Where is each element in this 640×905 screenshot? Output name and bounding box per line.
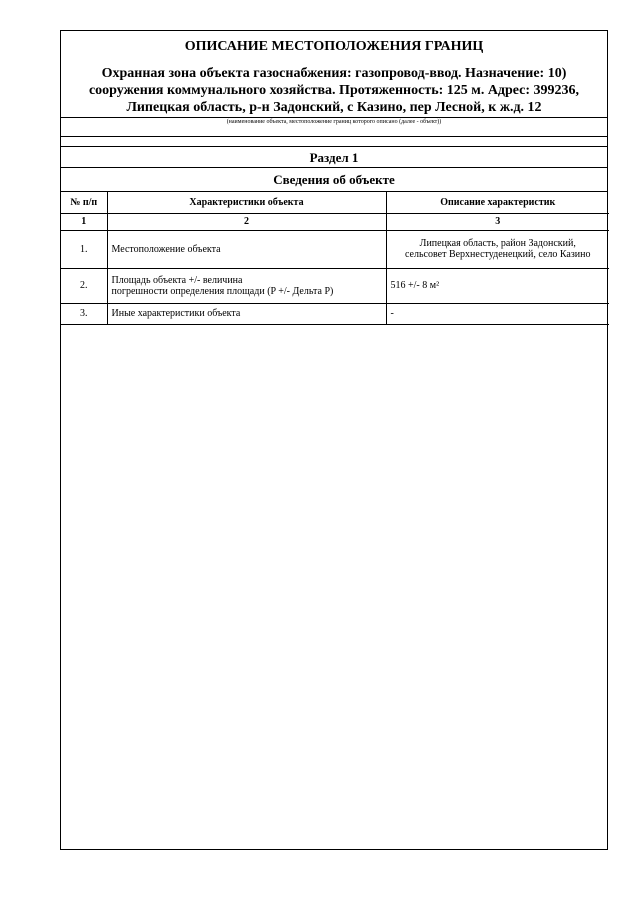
row-characteristic: Площадь объекта +/- величина погрешности определения площади (P +/- Дельта P) <box>107 268 386 303</box>
row-description: 516 +/- 8 м² <box>386 268 609 303</box>
row-number: 1. <box>61 230 107 268</box>
object-info-table <box>61 192 609 325</box>
row-description: - <box>386 303 609 324</box>
document-frame <box>60 30 608 850</box>
spacer-row <box>61 137 607 147</box>
table-row <box>61 268 609 303</box>
row-characteristic: Иные характеристики объекта <box>107 303 386 324</box>
object-name: Охранная зона объекта газоснабжения: газопровод-ввод. Назначение: 10) сооружения коммунального хозяйства. Протяженность: 125 м. Адрес: 399236, Липецкая область, р-н Задонский, с Казино, пер Лесной, к ж.д. 12 <box>88 66 580 115</box>
row-number: 2. <box>61 268 107 303</box>
section-title: Раздел 1 <box>61 147 607 168</box>
title-block <box>61 31 607 118</box>
header-characteristic: Характеристики объекта <box>107 192 386 213</box>
index-cell-1: 1 <box>61 213 107 230</box>
table-index-row <box>61 213 609 230</box>
table-header-row <box>61 192 609 213</box>
table-row <box>61 303 609 324</box>
row-description: Липецкая область, район Задонский, сельсовет Верхнестуденецкий, село Казино <box>386 230 609 268</box>
header-description: Описание характеристик <box>386 192 609 213</box>
section-subtitle: Сведения об объекте <box>61 168 607 192</box>
table-row <box>61 230 609 268</box>
object-caption: (наименование объекта, местоположение границ которого описано (далее - объект)) <box>61 118 607 137</box>
row-characteristic: Местоположение объекта <box>107 230 386 268</box>
document-title: ОПИСАНИЕ МЕСТОПОЛОЖЕНИЯ ГРАНИЦ <box>184 39 484 54</box>
header-number: № п/п <box>61 192 107 213</box>
row-number: 3. <box>61 303 107 324</box>
index-cell-3: 3 <box>386 213 609 230</box>
index-cell-2: 2 <box>107 213 386 230</box>
